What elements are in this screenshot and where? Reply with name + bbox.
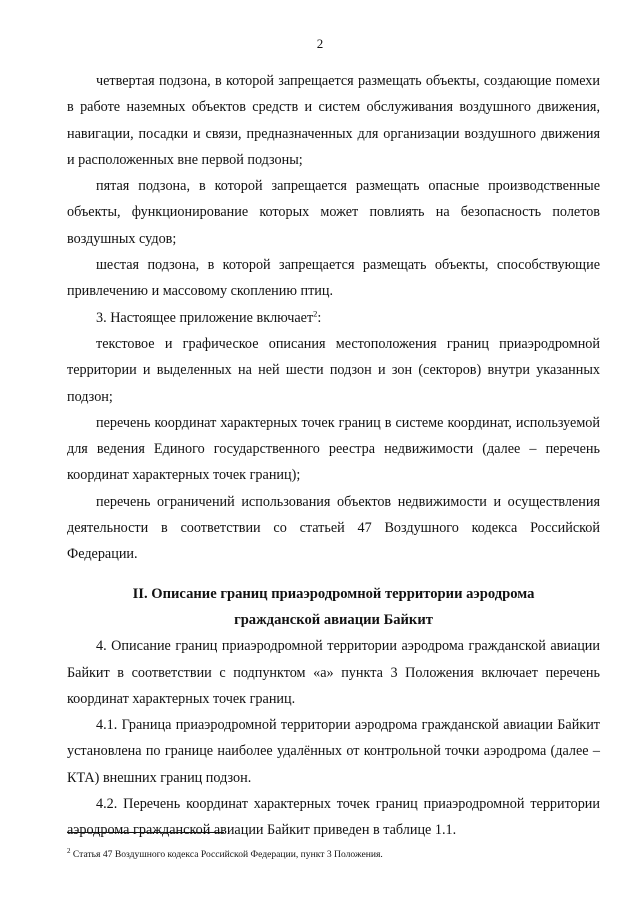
footnote-divider — [67, 832, 224, 833]
paragraph-sixth-subzone: шестая подзона, в которой запрещается размещать объекты, способствующие привлечению и массовому скоплению птиц. — [67, 257, 600, 300]
paragraph-4-2: 4.2. Перечень координат характерных точек границ приаэродромной территории аэродрома гражданской авиации Байкит приведен в таблице 1.1. — [67, 796, 600, 839]
paragraph-restrictions-list: перечень ограничений использования объектов недвижимости и осуществления деятельности в соответствии со статьей 47 Воздушного кодекса Российской Федерации. — [67, 493, 600, 563]
section-heading-line-2: гражданской авиации Байкит — [234, 611, 433, 628]
section-heading-line-1: II. Описание границ приаэродромной территории аэродрома — [132, 585, 535, 602]
paragraph-appendix-includes — [67, 305, 600, 331]
appendix-includes-text: 3. Настоящее приложение включает — [96, 309, 314, 326]
paragraph-coordinates-list: перечень координат характерных точек границ в системе координат, используемой для ведения Единого государственного реестра недвижимости (далее – перечень координат характерных точек границ); — [67, 414, 600, 484]
footnote-text: Статья 47 Воздушного кодекса Российской Федерации, пункт 3 Положения. — [70, 849, 383, 860]
paragraph-fifth-subzone: пятая подзона, в которой запрещается размещать опасные производственные объекты, функционирование которых может повлиять на безопасность полетов воздушных судов; — [67, 178, 600, 247]
appendix-includes-colon: : — [317, 309, 322, 326]
page-number: 2 — [316, 36, 324, 51]
paragraph-fourth-subzone: четвертая подзона, в которой запрещается размещать объекты, создающие помехи в работе наземных объектов средств и систем обслуживания воздушного движения, навигации, посадки и связи, предназначенных для организации воздушного движения и расположенных вне первой подзоны; — [67, 73, 600, 168]
footnote — [67, 848, 600, 862]
footnote-reference: 2 — [313, 307, 318, 318]
footnote-mark: 2 — [67, 846, 71, 855]
paragraph-4: 4. Описание границ приаэродромной территории аэродрома гражданской авиации Байкит в соответствии с подпунктом «а» пункта 3 Положения включает перечень координат характерных точек границ. — [67, 638, 600, 707]
paragraph-4-1: 4.1. Граница приаэродромной территории аэродрома гражданской авиации Байкит установлена по границе наиболее удалённых от контрольной точки аэродрома (далее – КТА) внешних границ подзон. — [67, 717, 600, 786]
paragraph-text-graphic-description: текстовое и графическое описания местоположения границ приаэродромной территории и выделенных на ней шести подзон и зон (секторов) внутри указанных подзон; — [67, 335, 600, 405]
document-body — [67, 68, 600, 844]
